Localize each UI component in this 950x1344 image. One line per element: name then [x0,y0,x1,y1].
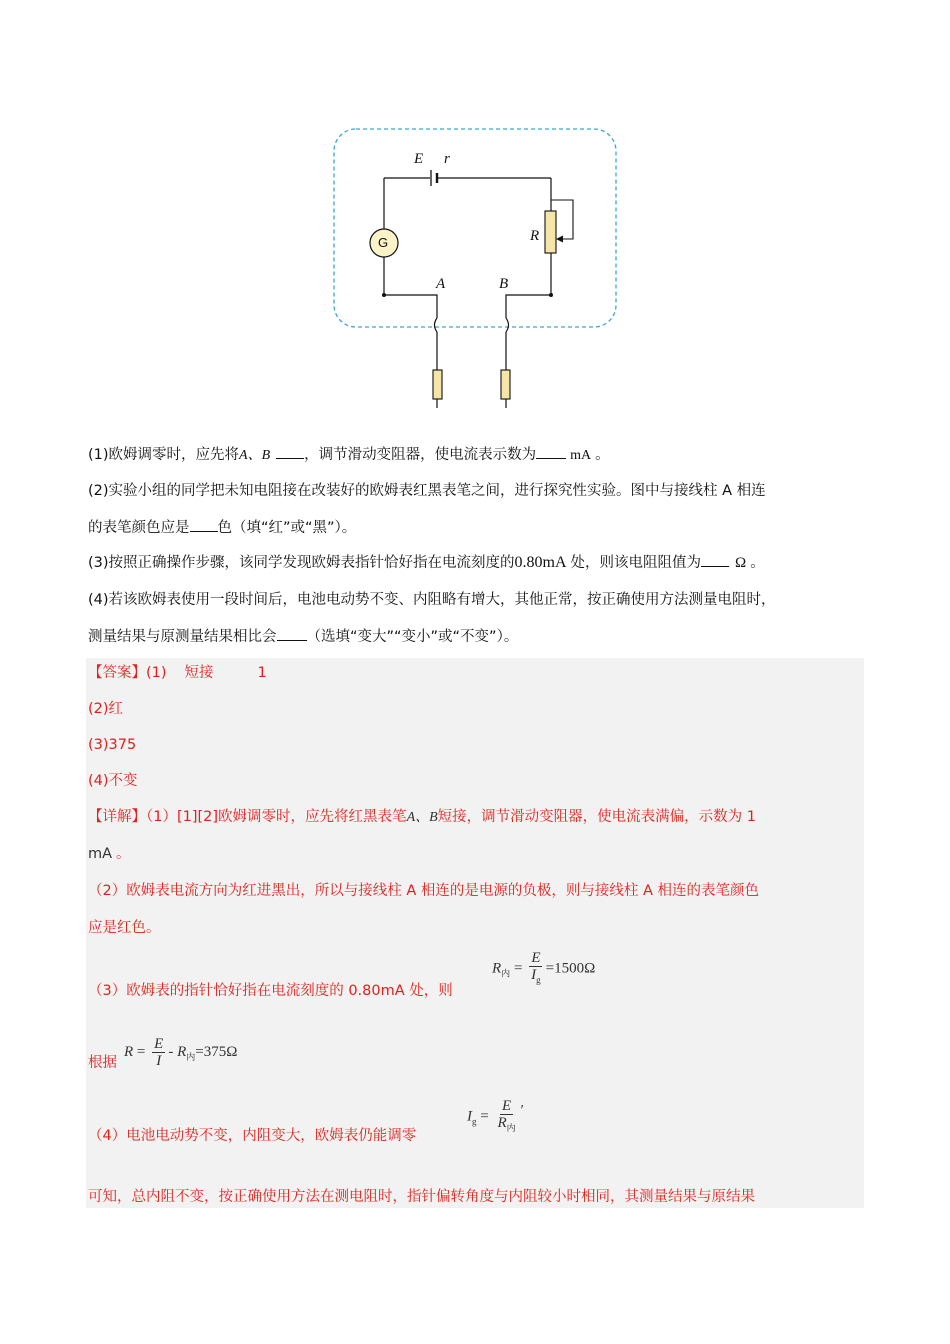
detail-4-text: 根据 [88,1055,117,1071]
probe-b [501,370,510,399]
detail-tag: 【详解】 [88,809,146,825]
answer-tag: 【答案】 [88,665,146,681]
label-galvanometer: G [378,235,389,250]
equation-internal-resistance: $R_内$ = $\frac{E}{I_g}$ =1500Ω [492,950,596,985]
equation-unknown-resistance: R = $\frac{E}{I}$ - $R_内=375\Omega$ [124,1036,238,1069]
label-emf: E [414,151,424,167]
detail-2-line-2: 应是红色。 [88,920,161,936]
ohmmeter-boundary [334,129,616,327]
detail-2-line-1: （2）欧姆表电流方向为红进黑出，所以与接线柱 A 相连的是电源的负极，则与接线柱 A 相连的表笔颜色 [88,883,759,899]
question-4-line-1: (4)若该欧姆表使用一段时间后，电池电动势不变、内阻略有增大，其他正常，按正确使用方法测量电阻时， [88,592,776,608]
probe-a [433,370,442,399]
detail-1-line-2: mA 。 [88,846,131,862]
label-terminal-b: B [499,276,509,292]
answer-3: (3)375 [88,737,137,753]
rheostat [545,211,556,253]
circuit-diagram [0,0,950,420]
question-4-line-2: 测量结果与原测量结果相比会 （选填“变大”“变小”或“不变”）。 [88,626,518,648]
equation-full-scale-current: $I_g$ = $\frac{E}{R_内}$ ′ [467,1098,524,1133]
answer-4: (4)不变 [88,773,138,789]
detail-5-text: （4）电池电动势不变，内阻变大，欧姆表仍能调零 [88,1128,417,1144]
answer-2: (2)红 [88,701,124,717]
question-1: (1)欧姆调零时，应先将A、B ，调节滑动变阻器，使电流表示数为 mA 。 [88,444,610,467]
question-3: (3)按照正确操作步骤，该同学发现欧姆表指针恰好指在电流刻度的0.80mA 处，则该电阻阻值为 Ω 。 [88,554,765,571]
answer-1: 【答案】(1) 短接 1 [88,665,267,681]
label-terminal-a: A [436,276,446,292]
label-internal-resistance: r [444,151,450,167]
question-2-line-1: (2)实验小组的同学把未知电阻接在改装好的欧姆表红黑表笔之间，进行探究性实验。图中与接线柱 A 相连 [88,483,766,499]
detail-6: 可知，总内阻不变，按正确使用方法在测电阻时，指针偏转角度与内阻较小时相同，其测量结果与原结果 [88,1189,755,1205]
detail-3-text: （3）欧姆表的指针恰好指在电流刻度的 0.80mA 处，则 [88,983,453,999]
detail-1-line-1: 【详解】（1）[1][2]欧姆调零时，应先将红黑表笔A、B短接，调节滑动变阻器，使电流表满偏，示数为 1 [88,809,757,825]
label-rheostat: R [530,228,540,244]
question-2-line-2: 的表笔颜色应是 色（填“红”或“黑”）。 [88,517,356,539]
